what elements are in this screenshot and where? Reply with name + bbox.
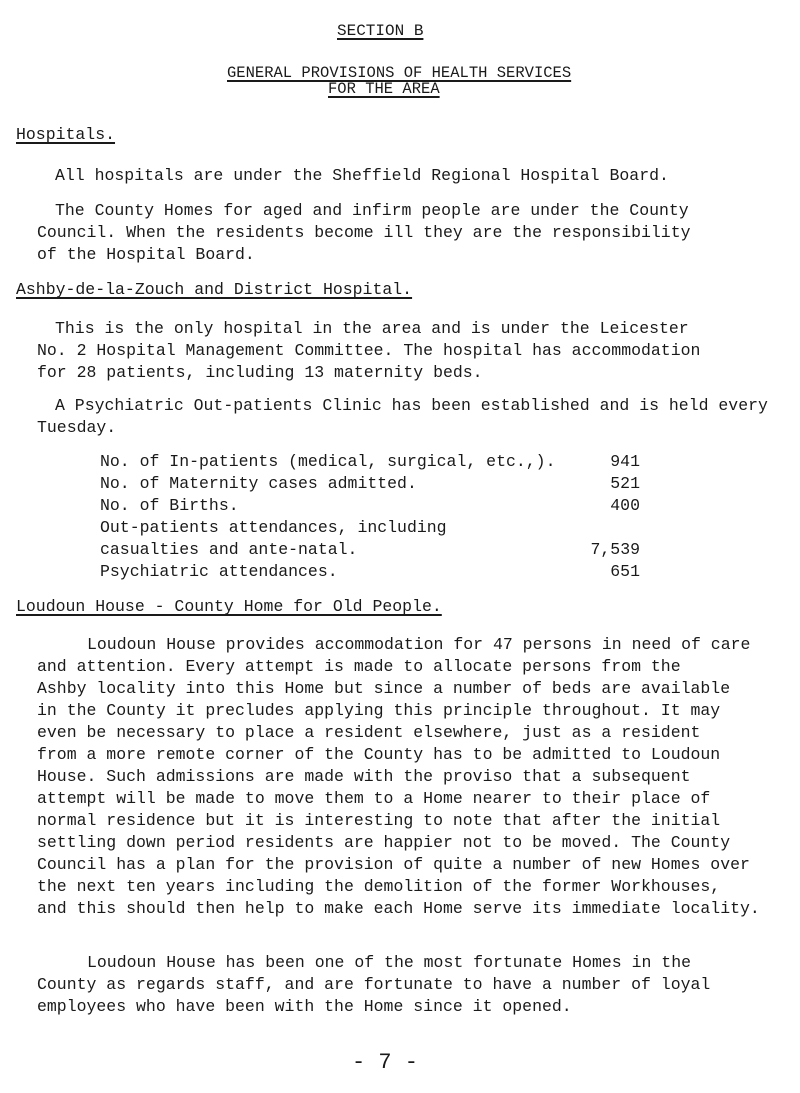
paragraph-line: Tuesday. (37, 418, 117, 437)
paragraph-line: House. Such admissions are made with the proviso that a subsequent (37, 767, 691, 786)
paragraph-line: Council. When the residents become ill they are the responsibility (37, 223, 691, 242)
section-label: SECTION B (337, 22, 424, 40)
paragraph-line: County as regards staff, and are fortunate to have a number of loyal (37, 975, 711, 994)
paragraph-line: for 28 patients, including 13 maternity beds. (37, 363, 483, 382)
stats-value: 941 (610, 452, 640, 471)
loudoun-paragraph-1 (37, 634, 777, 920)
stats-label: casualties and ante-natal. (100, 540, 358, 559)
stats-value: 521 (610, 474, 640, 493)
loudoun-paragraph-2 (37, 952, 777, 1018)
paragraph-line: A Psychiatric Out-patients Clinic has been established and is held every (55, 396, 768, 415)
hospitals-paragraph-2 (37, 200, 777, 266)
stats-label: Psychiatric attendances. (100, 562, 338, 581)
paragraph-line: Loudoun House provides accommodation for 47 persons in need of care (87, 635, 751, 654)
paragraph-line: in the County it precludes applying this principle throughout. It may (37, 701, 721, 720)
paragraph-line: settling down period residents are happier not to be moved. The County (37, 833, 731, 852)
paragraph-line: employees who have been with the Home since it opened. (37, 997, 572, 1016)
stats-row-outpatients (100, 539, 640, 561)
paragraph-line: Council has a plan for the provision of quite a number of new Homes over (37, 855, 750, 874)
stats-label: No. of Maternity cases admitted. (100, 474, 417, 493)
paragraph-line: and this should then help to make each Home serve its immediate locality. (37, 899, 760, 918)
stats-value: 651 (610, 562, 640, 581)
stats-label: No. of In-patients (medical, surgical, etc.,). (100, 452, 556, 471)
paragraph-line: even be necessary to place a resident elsewhere, just as a resident (37, 723, 701, 742)
stats-label: Out-patients attendances, including (100, 518, 447, 537)
stats-value: 7,539 (590, 540, 640, 559)
stats-row-psychiatric (100, 561, 640, 583)
paragraph-line: from a more remote corner of the County has to be admitted to Loudoun (37, 745, 721, 764)
loudoun-house-heading: Loudoun House - County Home for Old People. (16, 597, 442, 616)
paragraph-line: of the Hospital Board. (37, 245, 255, 264)
stats-value: 400 (610, 496, 640, 515)
ashby-hospital-heading: Ashby-de-la-Zouch and District Hospital. (16, 280, 413, 299)
stats-row-outpatients-header (100, 517, 640, 539)
paragraph-line: the next ten years including the demolition of the former Workhouses, (37, 877, 721, 896)
ashby-paragraph-2 (37, 395, 795, 439)
paragraph-line: This is the only hospital in the area and is under the Leicester (55, 319, 689, 338)
hospitals-heading: Hospitals. (16, 125, 116, 144)
paragraph-line: attempt will be made to move them to a Home nearer to their place of (37, 789, 711, 808)
paragraph-line: Loudoun House has been one of the most fortunate Homes in the (87, 953, 691, 972)
stats-label: No. of Births. (100, 496, 239, 515)
stats-row-maternity (100, 473, 640, 495)
stats-row-births (100, 495, 640, 517)
stats-row-inpatients (100, 451, 640, 473)
paragraph-line: The County Homes for aged and infirm people are under the County (55, 201, 689, 220)
page-title: GENERAL PROVISIONS OF HEALTH SERVICES (227, 64, 572, 82)
hospitals-paragraph-1 (55, 165, 795, 187)
ashby-paragraph-1 (37, 318, 777, 384)
paragraph-line: Ashby locality into this Home but since a number of beds are available (37, 679, 731, 698)
paragraph-line: No. 2 Hospital Management Committee. The hospital has accommodation (37, 341, 701, 360)
page-subtitle: FOR THE AREA (328, 80, 440, 98)
paragraph-line: and attention. Every attempt is made to allocate persons from the (37, 657, 681, 676)
page-number: - 7 - (352, 1050, 419, 1075)
paragraph-line: normal residence but it is interesting to note that after the initial (37, 811, 721, 830)
paragraph-line: All hospitals are under the Sheffield Regional Hospital Board. (55, 166, 669, 185)
